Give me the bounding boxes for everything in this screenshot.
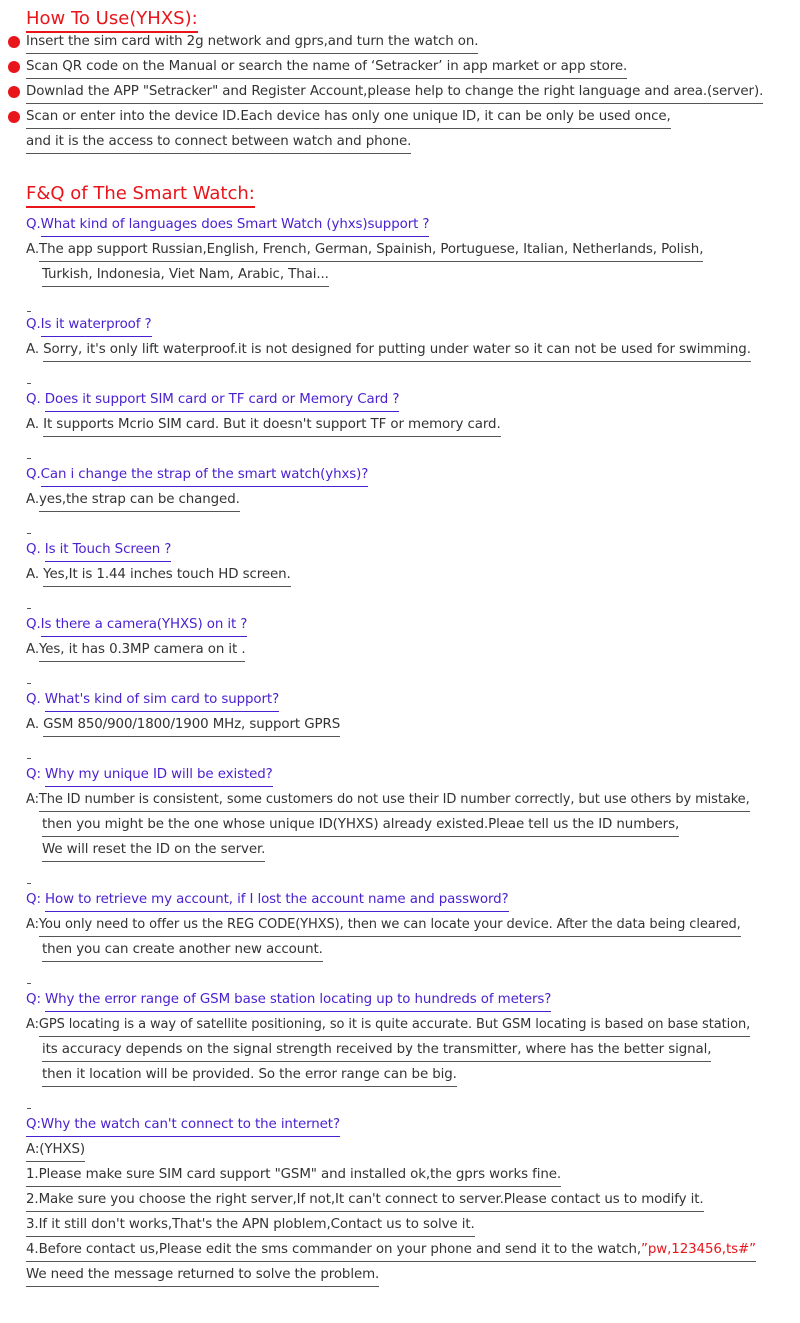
faq-answer: A. Sorry, it's only lift waterproof.it is not designed for putting under water so it can not be used for swimming. <box>26 339 751 361</box>
faq-answer-cont: then it location will be provided. So the error range can be big. <box>42 1064 457 1086</box>
howto-step: Downlad the APP "Setracker" and Register Account,please help to change the right language and area.(server). <box>26 81 763 104</box>
faq-answer-cont: then you might be the one whose unique ID(YHXS) already existed.Pleae tell us the ID numbers, <box>42 814 679 836</box>
faq-question: Q.Is there a camera(YHXS) on it ? <box>26 614 247 636</box>
howto-step: Scan or enter into the device ID.Each device has only one unique ID, it can be only be used once, <box>26 106 671 129</box>
howto-step: Insert the sim card with 2g network and gprs,and turn the watch on. <box>26 31 478 54</box>
faq-question: Q.Is it waterproof ? <box>26 314 152 336</box>
faq-question: Q: Why my unique ID will be existed? <box>26 764 273 786</box>
faq-answer: A.yes,the strap can be changed. <box>26 489 240 511</box>
faq-answer: A. Yes,It is 1.44 inches touch HD screen. <box>26 564 291 586</box>
separator-dash <box>27 533 31 534</box>
faq-answer-line: 2.Make sure you choose the right server,If not,It can't connect to server.Please contact us to modify it. <box>26 1189 704 1211</box>
separator-dash <box>27 608 31 609</box>
separator-dash <box>27 758 31 759</box>
faq-title: F&Q of The Smart Watch: <box>26 182 255 208</box>
faq-answer-cont: then you can create another new account. <box>42 939 323 961</box>
bullet-icon <box>8 36 20 48</box>
faq-answer: A:The ID number is consistent, some customers do not use their ID number correctly, but use others by mistake, <box>26 789 750 811</box>
faq-answer: A.The app support Russian,English, French, German, Spainish, Portuguese, Italian, Netherlands, Polish, <box>26 239 703 261</box>
faq-question: Q. What's kind of sim card to support? <box>26 689 279 711</box>
faq-question: Q:Why the watch can't connect to the internet? <box>26 1114 340 1136</box>
bullet-icon <box>8 111 20 123</box>
separator-dash <box>27 883 31 884</box>
separator-dash <box>27 383 31 384</box>
faq-answer-head: A:(YHXS) <box>26 1139 85 1161</box>
faq-question: Q: How to retrieve my account, if I lost the account name and password? <box>26 889 509 911</box>
faq-answer-cont: its accuracy depends on the signal strength received by the transmitter, where has the better signal, <box>42 1039 711 1061</box>
faq-answer-line: 1.Please make sure SIM card support "GSM" and installed ok,the gprs works fine. <box>26 1164 561 1186</box>
sms-command-code: ”pw,123456,ts#” <box>641 1242 756 1257</box>
faq-question: Q: Why the error range of GSM base station locating up to hundreds of meters? <box>26 989 551 1011</box>
faq-answer-line: 3.If it still don't works,That's the APN ploblem,Contact us to solve it. <box>26 1214 475 1236</box>
howto-step: and it is the access to connect between watch and phone. <box>26 131 411 154</box>
separator-dash <box>27 1108 31 1109</box>
bullet-icon <box>8 86 20 98</box>
faq-answer-line: We need the message returned to solve the problem. <box>26 1264 379 1286</box>
faq-question: Q.What kind of languages does Smart Watch (yhxs)support ? <box>26 214 429 236</box>
faq-answer-line: 4.Before contact us,Please edit the sms commander on your phone and send it to the watch,”pw,123456,ts#” <box>26 1239 756 1262</box>
separator-dash <box>27 311 31 312</box>
separator-dash <box>27 983 31 984</box>
howto-title: How To Use(YHXS): <box>26 7 198 33</box>
faq-question: Q. Does it support SIM card or TF card or Memory Card ? <box>26 389 399 411</box>
faq-answer: A. It supports Mcrio SIM card. But it doesn't support TF or memory card. <box>26 414 501 436</box>
separator-dash <box>27 683 31 684</box>
howto-step: Scan QR code on the Manual or search the name of ‘Setracker’ in app market or app store. <box>26 56 627 79</box>
faq-answer: A. GSM 850/900/1800/1900 MHz, support GPRS <box>26 714 340 736</box>
faq-answer-cont: We will reset the ID on the server. <box>42 839 265 861</box>
bullet-icon <box>8 61 20 73</box>
faq-question: Q. Is it Touch Screen ? <box>26 539 171 561</box>
faq-answer-cont: Turkish, Indonesia, Viet Nam, Arabic, Thai... <box>42 264 329 286</box>
faq-question: Q.Can i change the strap of the smart watch(yhxs)? <box>26 464 368 486</box>
faq-answer: A:GPS locating is a way of satellite positioning, so it is quite accurate. But GSM locating is based on base station, <box>26 1014 750 1036</box>
faq-answer: A:You only need to offer us the REG CODE(YHXS), then we can locate your device. After the data being cleared, <box>26 914 741 936</box>
faq-answer: A.Yes, it has 0.3MP camera on it . <box>26 639 245 661</box>
separator-dash <box>27 458 31 459</box>
